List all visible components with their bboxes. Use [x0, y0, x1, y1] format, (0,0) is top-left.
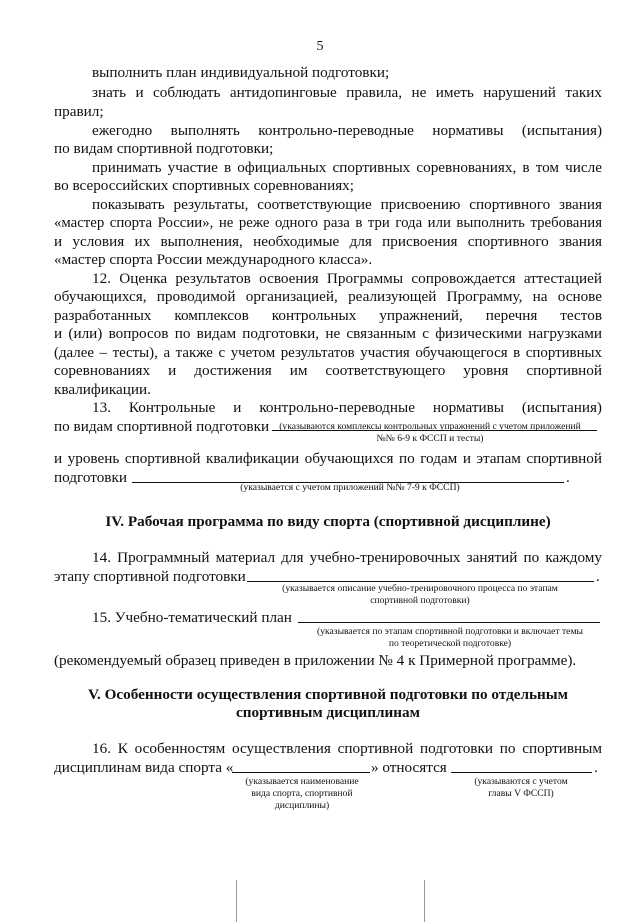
field-note: (указываются комплексы контрольных упражнений с учетом приложений — [279, 421, 581, 432]
line-end-period: . — [594, 759, 598, 776]
field-note: главы V ФССП) — [488, 788, 554, 799]
text-line: и уровень спортивной квалификации обучающихся по годам и этапам спортивной — [54, 450, 602, 467]
text-line: 16. К особенностям осуществления спортивной подготовки по спортивным — [92, 740, 602, 757]
fill-in-line — [451, 772, 592, 773]
text-line: по видам спортивной подготовки — [54, 418, 270, 435]
field-note: вида спорта, спортивной — [251, 788, 353, 799]
text-line: «мастер спорта России», не реже одного раза в три года или выполнить требования — [54, 215, 602, 231]
text-line: и (или) вопросов по видам подготовки, не связанным с физическими нагрузками — [54, 325, 602, 342]
field-note: по теоретической подготовке) — [388, 638, 512, 649]
text-line: этапу спортивной подготовки — [54, 568, 246, 585]
section-heading: спортивным дисциплинам — [236, 704, 420, 721]
field-note: (указывается описание учебно-тренировочного процесса по этапам — [282, 583, 558, 594]
field-note: спортивной подготовки) — [370, 595, 470, 606]
text-line: и условия их выполнения, необходимые для присвоения спортивного звания — [54, 233, 602, 250]
text-line: подготовки — [54, 469, 127, 486]
text-line: 15. Учебно-тематический план — [92, 609, 292, 626]
page-number: 5 — [316, 39, 324, 54]
text-line: дисциплинам вида спорта « — [54, 759, 234, 776]
field-note: (указывается наименование — [245, 776, 359, 787]
fill-in-line — [247, 581, 594, 582]
text-line: показывать результаты, соответствующие присвоению спортивного звания — [92, 196, 602, 213]
text-line: 13. Контрольные и контрольно-переводные нормативы (испытания) — [92, 399, 602, 416]
text-line: » относятся — [371, 759, 447, 776]
text-line: 12. Оценка результатов освоения Программы сопровождается аттестацией — [92, 270, 602, 287]
field-note: (указывается с учетом приложений №№ 7-9 к ФССП) — [240, 482, 460, 493]
fill-in-line — [232, 772, 370, 773]
field-note: (указывается по этапам спортивной подготовки и включает темы — [317, 626, 583, 637]
text-line: во всероссийских спортивных соревнованиях; — [54, 177, 354, 194]
text-line: (рекомендуемый образец приведен в приложении № 4 к Примерной программе). — [54, 652, 577, 669]
text-line: соревнованиях и достижения им соответствующего уровня спортивной — [54, 362, 602, 379]
section-heading: IV. Рабочая программа по виду спорта (спортивной дисциплине) — [105, 513, 551, 530]
text-line: обучающихся, проводимой организацией, реализующей Программу, на основе — [54, 288, 602, 305]
field-note: №№ 6-9 к ФССП и тесты) — [376, 433, 484, 444]
text-line: разработанных комплексов контрольных упражнений, перечня тестов — [54, 307, 602, 324]
text-line: «мастер спорта России международного класса». — [54, 251, 373, 268]
text-line: 14. Программный материал для учебно-тренировочных занятий по каждому — [92, 549, 602, 566]
text-line: принимать участие в официальных спортивных соревнованиях, в том числе — [92, 159, 602, 176]
text-line: знать и соблюдать антидопинговые правила, не иметь нарушений таких — [92, 84, 602, 101]
text-line: правил; — [54, 103, 104, 120]
field-note: дисциплины) — [274, 800, 330, 811]
text-line: квалификации. — [54, 381, 151, 398]
fill-in-line — [298, 622, 600, 623]
line-end-period: . — [566, 469, 570, 486]
scan-mark — [236, 880, 237, 922]
text-line: по видам спортивной подготовки; — [54, 140, 274, 157]
text-line: ежегодно выполнять контрольно-переводные нормативы (испытания) — [92, 122, 602, 139]
text-line: (далее – тесты), а также с учетом результатов участия обучающегося в спортивных — [54, 345, 602, 361]
text-line: выполнить план индивидуальной подготовки; — [92, 64, 390, 81]
line-end-period: . — [596, 568, 600, 585]
scan-mark — [424, 880, 425, 922]
field-note: (указываются с учетом — [474, 776, 568, 787]
section-heading: V. Особенности осуществления спортивной подготовки по отдельным — [87, 686, 569, 703]
